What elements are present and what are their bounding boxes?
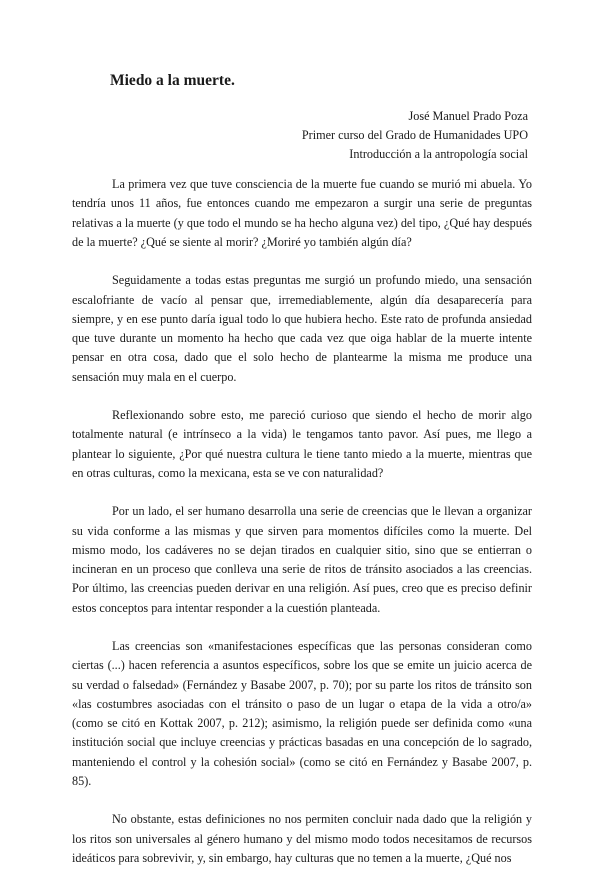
author-course: Primer curso del Grado de Humanidades UPO (301, 128, 528, 143)
paragraph: La primera vez que tuve consciencia de la muerte fue cuando se murió mi abuela. Yo tendría unos 11 años, fue entonces cuando me empezaron a surgir una serie de preguntas relativas a la muerte (y que todo el mundo se ha hecho alguna vez) del tipo, ¿Qué hay después de la muerte? ¿Qué se siente al morir? ¿Moriré yo también algún día? (72, 177, 532, 249)
author-name: José Manuel Prado Poza (408, 109, 528, 123)
paragraph: Seguidamente a todas estas preguntas me surgió un profundo miedo, una sensación escalofriante de vacío al pensar que, irremediablemente, algún día desaparecería para siempre, y en ese punto daría igual todo lo que hubiera hecho. Este rato de profunda ansiedad que tuve durante un momento ha hecho que cada vez que oiga hablar de la muerte intente pensar en otra cosa, dado que el solo hecho de plantearme la misma me produce una sensación muy mala en el cuerpo. (72, 273, 532, 384)
document-title: Miedo a la muerte. (110, 72, 235, 89)
author-subject: Introducción a la antropología social (349, 147, 528, 162)
paragraph: No obstante, estas definiciones no nos permiten concluir nada dado que la religión y los ritos son universales al género humano y del mismo modo todos necesitamos de recursos ideáticos para sobrevivir, y, sin embargo, hay culturas que no temen a la muerte, ¿Qué nos (72, 812, 532, 865)
paragraph: Por un lado, el ser humano desarrolla una serie de creencias que le llevan a organizar su vida conforme a las mismas y que sirven para momentos difíciles como la muerte. Del mismo modo, los cadáveres no se dejan tirados en cualquier sitio, sino que se entierran o incineran en un proceso que conlleva una serie de ritos de tránsito asociados a las creencias. Por último, las creencias pueden derivar en una religión. Así pues, creo que es preciso definir estos conceptos para intentar responder a la cuestión planteada. (72, 504, 532, 615)
document-body (72, 175, 532, 888)
author-block (302, 107, 528, 165)
paragraph: Las creencias son «manifestaciones específicas que las personas consideran como ciertas (...) hacen referencia a asuntos específicos, sobre los que se emite un juicio acerca de su verdad o falsedad» (Fernández y Basabe 2007, p. 70); por su parte los ritos de tránsito son «las costumbres asociadas con el tránsito o paso de un lugar o etapa de la vida a otro/a» (como se citó en Kottak 2007, p. 212); asimismo, la religión puede ser definida como «una institución social que incluye creencias y prácticas basadas en una concepción de lo sagrado, manteniendo el control y la cohesión social» (como se citó en Fernández y Basabe 2007, p. 85). (72, 639, 532, 788)
paragraph: Reflexionando sobre esto, me pareció curioso que siendo el hecho de morir algo totalmente natural (e intrínseco a la vida) le tengamos tanto pavor. Así pues, me llego a plantear lo siguiente, ¿Por qué nuestra cultura le tiene tanto miedo a la muerte, mientras que en otras culturas, como la mexicana, esta se ve con naturalidad? (72, 408, 532, 480)
